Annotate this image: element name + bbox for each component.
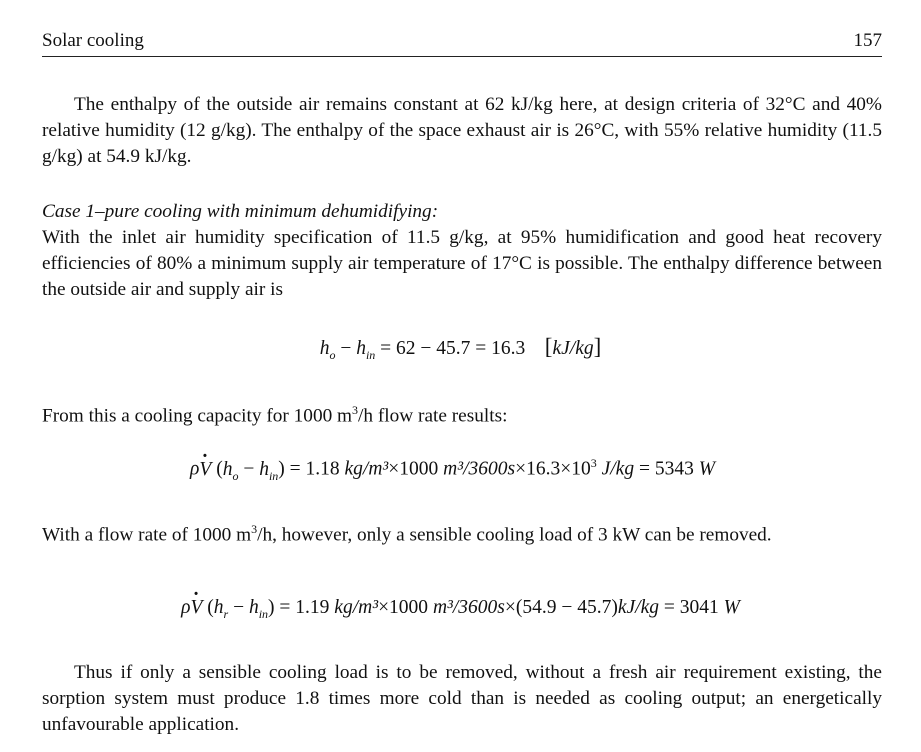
eq3-h-in: $h_{in}$ bbox=[248, 597, 269, 621]
paragraph-cooling-capacity: From this a cooling capacity for 1000 $m^3/h$ flow rate results: bbox=[42, 403, 508, 427]
eq1-unit: kJ/kg bbox=[552, 338, 594, 359]
paragraph-flow-rate: With a flow rate of 1000 $m^3/h$, however, only a sensible cooling load of 3 kW can be removed. bbox=[42, 522, 772, 546]
eq3-h-r: $h_r$ bbox=[213, 597, 229, 621]
eq1-h-o: $h_o$ bbox=[319, 338, 336, 362]
eq2-h-in: $h_{in}$ bbox=[259, 458, 279, 483]
eq3-unit: W bbox=[723, 597, 740, 618]
eq3-volume-flow: · V bbox=[190, 597, 202, 618]
paragraph-conclusion: Thus if only a sensible cooling load is to be removed, without a fresh air requirement existing, the sorption system must produce 1.8 times more cold than is needed as cooling output; an energetically unfavourable application. bbox=[42, 662, 882, 735]
case-1-title: Case 1–pure cooling with minimum dehumidifying: bbox=[42, 201, 439, 222]
eq2-volume-flow: · V bbox=[199, 459, 211, 480]
equation-enthalpy-difference: $h_o - h_{in} = 62 - 45.7 = 16.3$ [kJ/kg] bbox=[319, 334, 602, 362]
equation-sensible-load: ρ· V $(h_r - h_{in}) = 1.19$ kg/m³×1000 m³/3600s×(54.9 − 45.7)kJ/kg = 3041 W bbox=[0, 597, 921, 622]
running-title: Solar cooling bbox=[42, 30, 144, 51]
case-1-text: With the inlet air humidity specification of 11.5 g/kg, at 95% humidification and good heat recovery efficiencies of 80% a minimum supply air temperature of 17°C is possible. The enthalpy difference between the outside air and supply air is bbox=[42, 227, 882, 300]
eq1-h-in: $h_{in}$ bbox=[356, 338, 376, 362]
eq2-unit: W bbox=[698, 458, 715, 480]
case-1-section bbox=[42, 199, 882, 303]
page-header bbox=[42, 28, 882, 57]
eq2-h-o: $h_o$ bbox=[222, 458, 239, 483]
equation-cooling-capacity: ρ· V $(h_o - h_{in}) = 1.18$ kg/m³×1000 $m^3/3600s\times 16.3\times 10^3$ J/kg = 5343 W bbox=[0, 456, 913, 483]
eq1-rhs: = 62 − 45.7 = 16.3 bbox=[380, 338, 526, 359]
paragraph-outside-air: The enthalpy of the outside air remains constant at 62 kJ/kg here, at design criteria of 32°C and 40% relative humidity (12 g/kg). The enthalpy of the space exhaust air is 26°C, with 55% relative humidity (11.5 g/kg) at 54.9 kJ/kg. bbox=[42, 94, 882, 167]
page-number: 157 bbox=[853, 30, 882, 51]
